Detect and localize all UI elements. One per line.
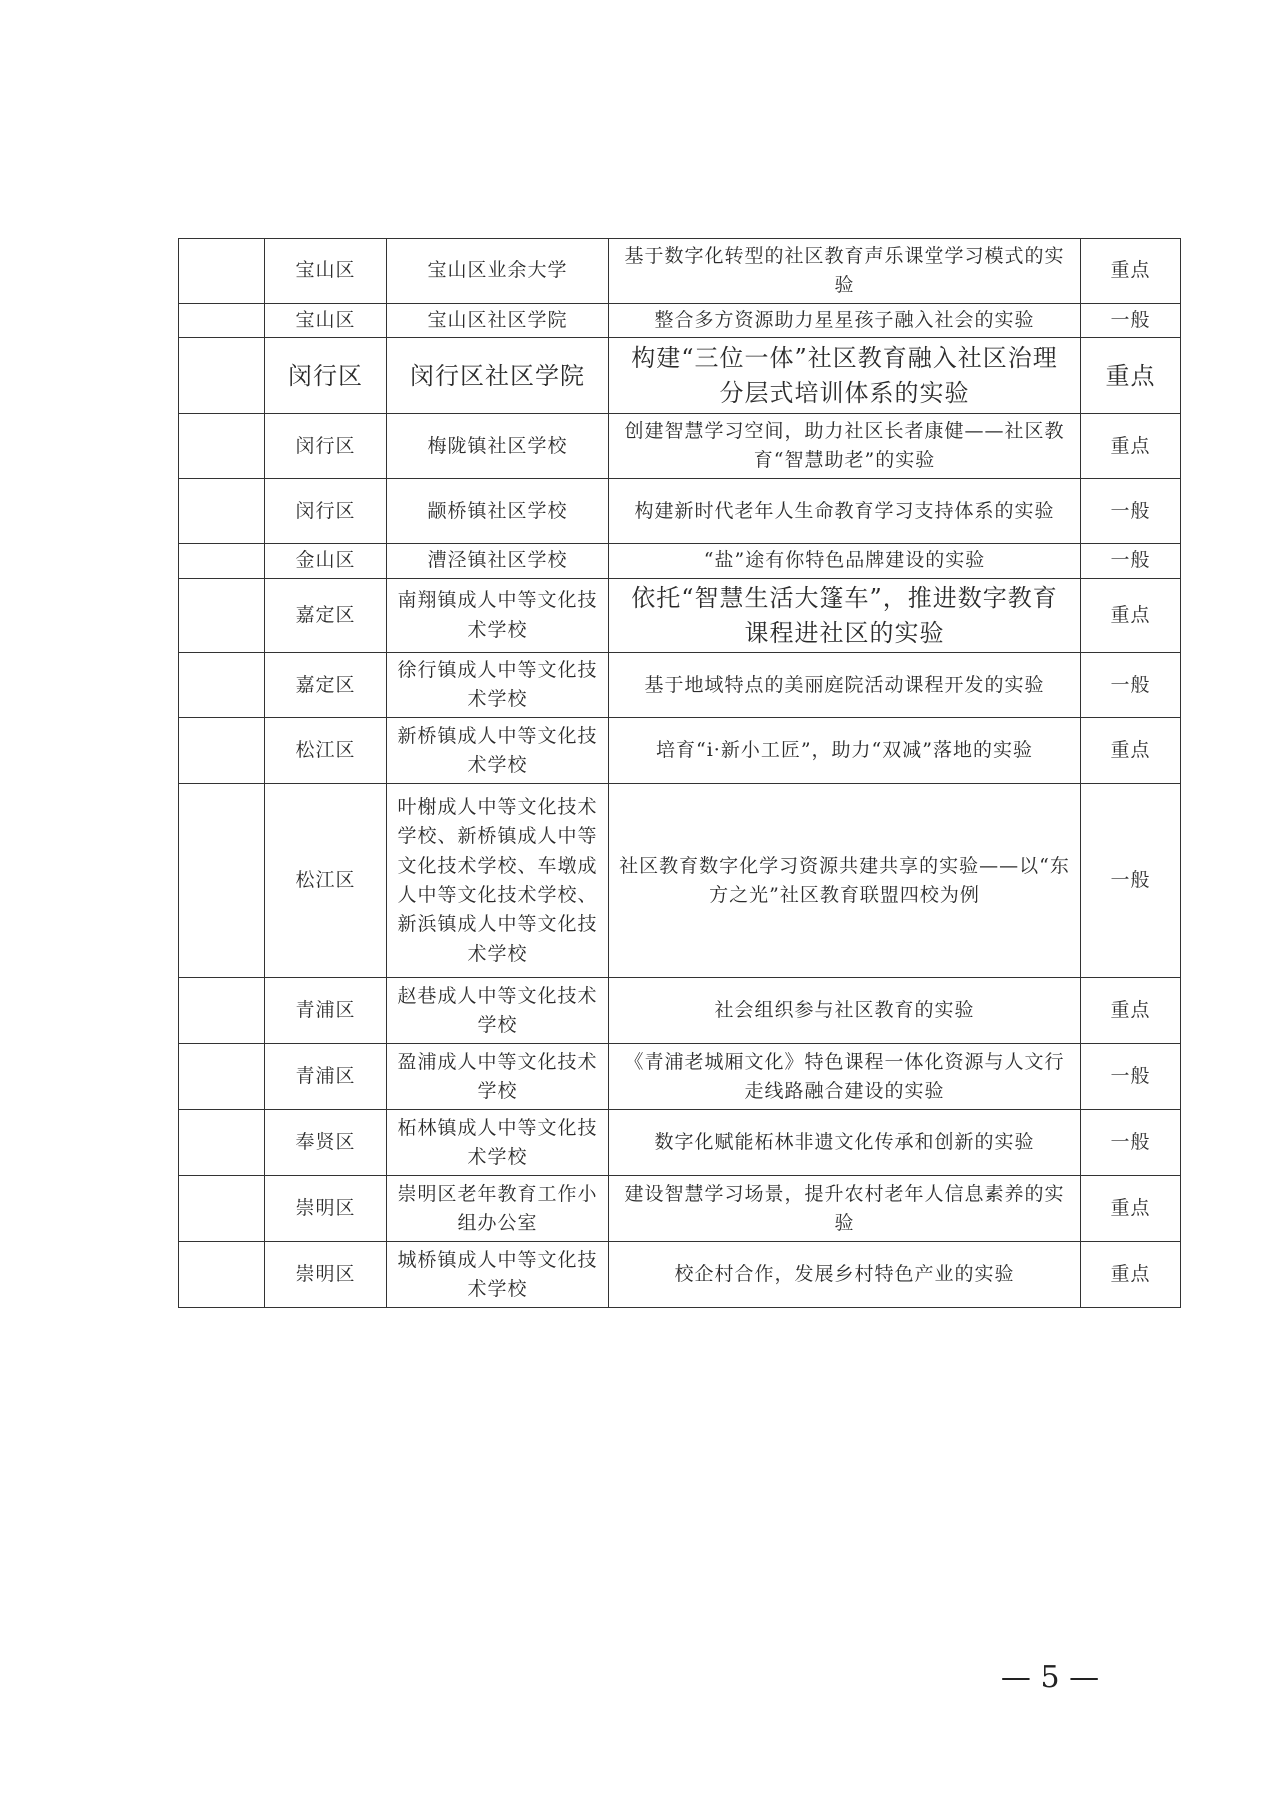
table-row [179,479,1181,544]
institution-cell: 盈浦成人中等文化技术学校 [387,1044,609,1110]
level-cell: 重点 [1081,1176,1181,1242]
number-cell [179,479,265,544]
level-cell: 重点 [1081,1242,1181,1308]
district-cell: 宝山区 [265,304,387,338]
institution-cell: 崇明区老年教育工作小组办公室 [387,1176,609,1242]
project-cell: 校企村合作，发展乡村特色产业的实验 [609,1242,1081,1308]
table-row [179,239,1181,304]
level-cell: 一般 [1081,784,1181,978]
project-cell: 社会组织参与社区教育的实验 [609,978,1081,1044]
table-row [179,1044,1181,1110]
level-cell: 重点 [1081,414,1181,479]
project-cell: 构建新时代老年人生命教育学习支持体系的实验 [609,479,1081,544]
number-cell [179,1242,265,1308]
district-cell: 闵行区 [265,414,387,479]
project-cell: “盐”途有你特色品牌建设的实验 [609,544,1081,578]
number-cell [179,978,265,1044]
project-cell: 依托“智慧生活大篷车”，推进数字教育课程进社区的实验 [609,578,1081,653]
level-cell: 重点 [1081,338,1181,414]
project-cell: 《青浦老城厢文化》特色课程一体化资源与人文行走线路融合建设的实验 [609,1044,1081,1110]
number-cell [179,1176,265,1242]
number-cell [179,1110,265,1176]
table-row [179,653,1181,718]
institution-cell: 宝山区社区学院 [387,304,609,338]
level-cell: 重点 [1081,718,1181,784]
level-cell: 一般 [1081,304,1181,338]
institution-cell: 徐行镇成人中等文化技术学校 [387,653,609,718]
district-cell: 宝山区 [265,239,387,304]
project-cell: 构建“三位一体”社区教育融入社区治理分层式培训体系的实验 [609,338,1081,414]
institution-cell: 城桥镇成人中等文化技术学校 [387,1242,609,1308]
level-cell: 重点 [1081,239,1181,304]
table-row [179,578,1181,653]
number-cell [179,718,265,784]
table-row [179,338,1181,414]
project-cell: 社区教育数字化学习资源共建共享的实验——以“东方之光”社区教育联盟四校为例 [609,784,1081,978]
project-cell: 创建智慧学习空间，助力社区长者康健——社区教育“智慧助老”的实验 [609,414,1081,479]
institution-cell: 闵行区社区学院 [387,338,609,414]
project-cell: 基于数字化转型的社区教育声乐课堂学习模式的实验 [609,239,1081,304]
district-cell: 松江区 [265,718,387,784]
project-cell: 整合多方资源助力星星孩子融入社会的实验 [609,304,1081,338]
district-cell: 闵行区 [265,479,387,544]
institution-cell: 赵巷成人中等文化技术学校 [387,978,609,1044]
district-cell: 金山区 [265,544,387,578]
district-cell: 青浦区 [265,978,387,1044]
table-row [179,1176,1181,1242]
project-table [178,238,1181,1308]
table-row [179,978,1181,1044]
level-cell: 一般 [1081,1044,1181,1110]
district-cell: 嘉定区 [265,578,387,653]
level-cell: 重点 [1081,578,1181,653]
table-row [179,544,1181,578]
number-cell [179,578,265,653]
level-cell: 一般 [1081,544,1181,578]
number-cell [179,304,265,338]
table-row [179,1110,1181,1176]
institution-cell: 叶榭成人中等文化技术学校、新桥镇成人中等文化技术学校、车墩成人中等文化技术学校、新浜镇成人中等文化技术学校 [387,784,609,978]
level-cell: 一般 [1081,653,1181,718]
table-row [179,784,1181,978]
institution-cell: 宝山区业余大学 [387,239,609,304]
level-cell: 一般 [1081,1110,1181,1176]
institution-cell: 漕泾镇社区学校 [387,544,609,578]
number-cell [179,338,265,414]
institution-cell: 柘林镇成人中等文化技术学校 [387,1110,609,1176]
number-cell [179,414,265,479]
number-cell [179,239,265,304]
district-cell: 松江区 [265,784,387,978]
table-row [179,1242,1181,1308]
institution-cell: 颛桥镇社区学校 [387,479,609,544]
number-cell [179,784,265,978]
district-cell: 嘉定区 [265,653,387,718]
district-cell: 青浦区 [265,1044,387,1110]
level-cell: 一般 [1081,479,1181,544]
institution-cell: 新桥镇成人中等文化技术学校 [387,718,609,784]
district-cell: 奉贤区 [265,1110,387,1176]
number-cell [179,653,265,718]
project-cell: 数字化赋能柘林非遗文化传承和创新的实验 [609,1110,1081,1176]
table-row [179,304,1181,338]
district-cell: 崇明区 [265,1242,387,1308]
level-cell: 重点 [1081,978,1181,1044]
number-cell [179,1044,265,1110]
table-row [179,718,1181,784]
project-cell: 基于地域特点的美丽庭院活动课程开发的实验 [609,653,1081,718]
table-row [179,414,1181,479]
district-cell: 闵行区 [265,338,387,414]
district-cell: 崇明区 [265,1176,387,1242]
project-cell: 培育“i·新小工匠”，助力“双减”落地的实验 [609,718,1081,784]
page-number: — 5 — [1000,1660,1100,1695]
project-cell: 建设智慧学习场景，提升农村老年人信息素养的实验 [609,1176,1081,1242]
institution-cell: 南翔镇成人中等文化技术学校 [387,578,609,653]
number-cell [179,544,265,578]
institution-cell: 梅陇镇社区学校 [387,414,609,479]
